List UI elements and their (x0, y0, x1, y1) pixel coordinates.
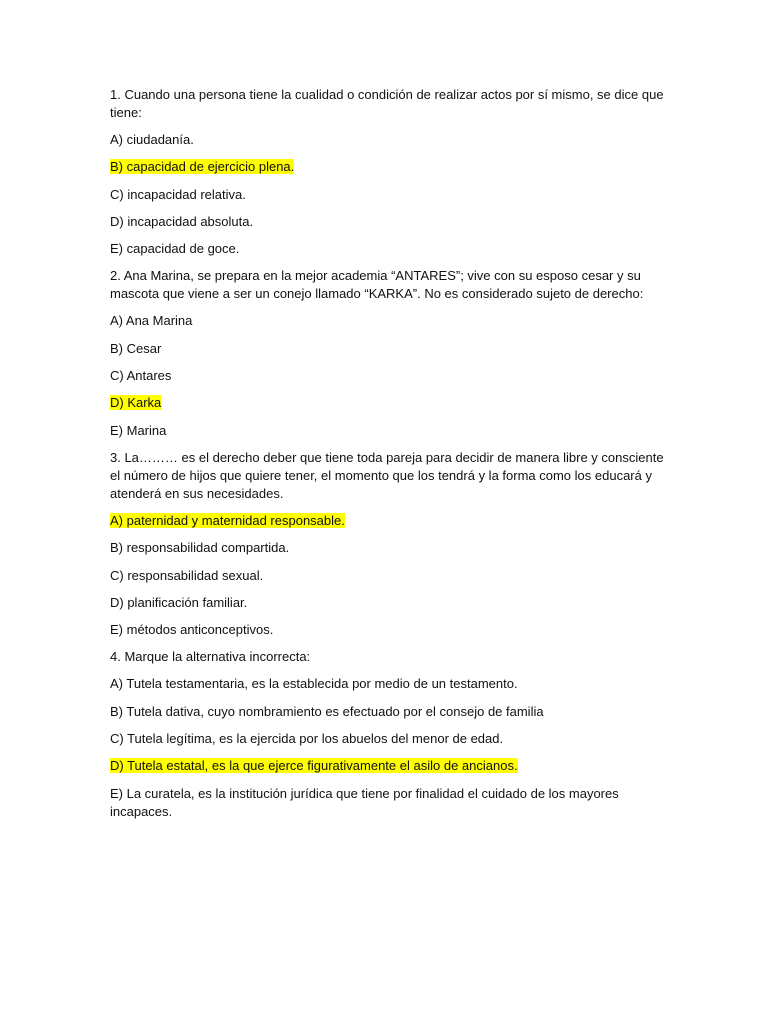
document-page (110, 86, 666, 830)
question-3-option-c (110, 567, 666, 585)
option-label: D) planificación familiar. (110, 594, 248, 610)
option-label: C) incapacidad relativa. (110, 186, 246, 202)
question-2-option-b (110, 340, 666, 358)
option-label: E) métodos anticonceptivos. (110, 622, 274, 638)
option-label: E) capacidad de goce. (110, 241, 240, 257)
question-1-text: 1. Cuando una persona tiene la cualidad o condición de realizar actos por sí mismo, se dice que tiene: (110, 87, 664, 120)
option-label: B) responsabilidad compartida. (110, 540, 290, 556)
question-3-option-b (110, 539, 666, 557)
question-4-option-a (110, 675, 666, 693)
question-3-option-e (110, 621, 666, 639)
question-1-option-b (110, 158, 666, 176)
option-label: C) Tutela legítima, es la ejercida por los abuelos del menor de edad. (110, 731, 504, 747)
question-3-option-d (110, 594, 666, 612)
question-4-option-b (110, 703, 666, 721)
question-1-option-c (110, 186, 666, 204)
option-label: B) Tutela dativa, cuyo nombramiento es efectuado por el consejo de familia (110, 703, 544, 719)
question-3-text: 3. La……… es el derecho deber que tiene toda pareja para decidir de manera libre y consciente el número de hijos que quiere tener, el momento que los tendrá y la forma como los educará y atenderá en sus necesidades. (110, 449, 664, 501)
option-label-highlighted: D) Karka (110, 395, 162, 411)
question-2-option-d (110, 394, 666, 412)
option-label-highlighted: A) paternidad y maternidad responsable. (110, 512, 345, 528)
question-3-option-a (110, 512, 666, 530)
question-2-option-c (110, 367, 666, 385)
question-4-option-d (110, 757, 666, 775)
question-1-option-d (110, 213, 666, 231)
question-4-option-e (110, 785, 666, 821)
question-2-text: 2. Ana Marina, se prepara en la mejor academia “ANTARES”; vive con su esposo cesar y su mascota que viene a ser un conejo llamado “KARKA”. No es considerado sujeto de derecho: (110, 268, 644, 302)
option-label: B) Cesar (110, 340, 162, 356)
question-1-option-e (110, 240, 666, 258)
option-label-highlighted: D) Tutela estatal, es la que ejerce figurativamente el asilo de ancianos. (110, 758, 518, 774)
option-label: A) ciudadanía. (110, 132, 194, 147)
option-label: E) La curatela, es la institución jurídica que tiene por finalidad el cuidado de los mayores incapaces. (110, 785, 619, 819)
option-label: C) responsabilidad sexual. (110, 567, 264, 583)
option-label: E) Marina (110, 422, 167, 438)
option-label: A) Ana Marina (110, 313, 193, 329)
question-4-option-c (110, 730, 666, 748)
question-2-option-e (110, 422, 666, 440)
option-label: D) incapacidad absoluta. (110, 213, 254, 229)
option-label: A) Tutela testamentaria, es la establecida por medio de un testamento. (110, 676, 518, 692)
option-label: C) Antares (110, 368, 172, 384)
question-2-option-a (110, 312, 666, 330)
question-4-text: 4. Marque la alternativa incorrecta: (110, 649, 311, 665)
question-1-option-a (110, 131, 666, 149)
option-label-highlighted: B) capacidad de ejercicio plena. (110, 159, 295, 175)
